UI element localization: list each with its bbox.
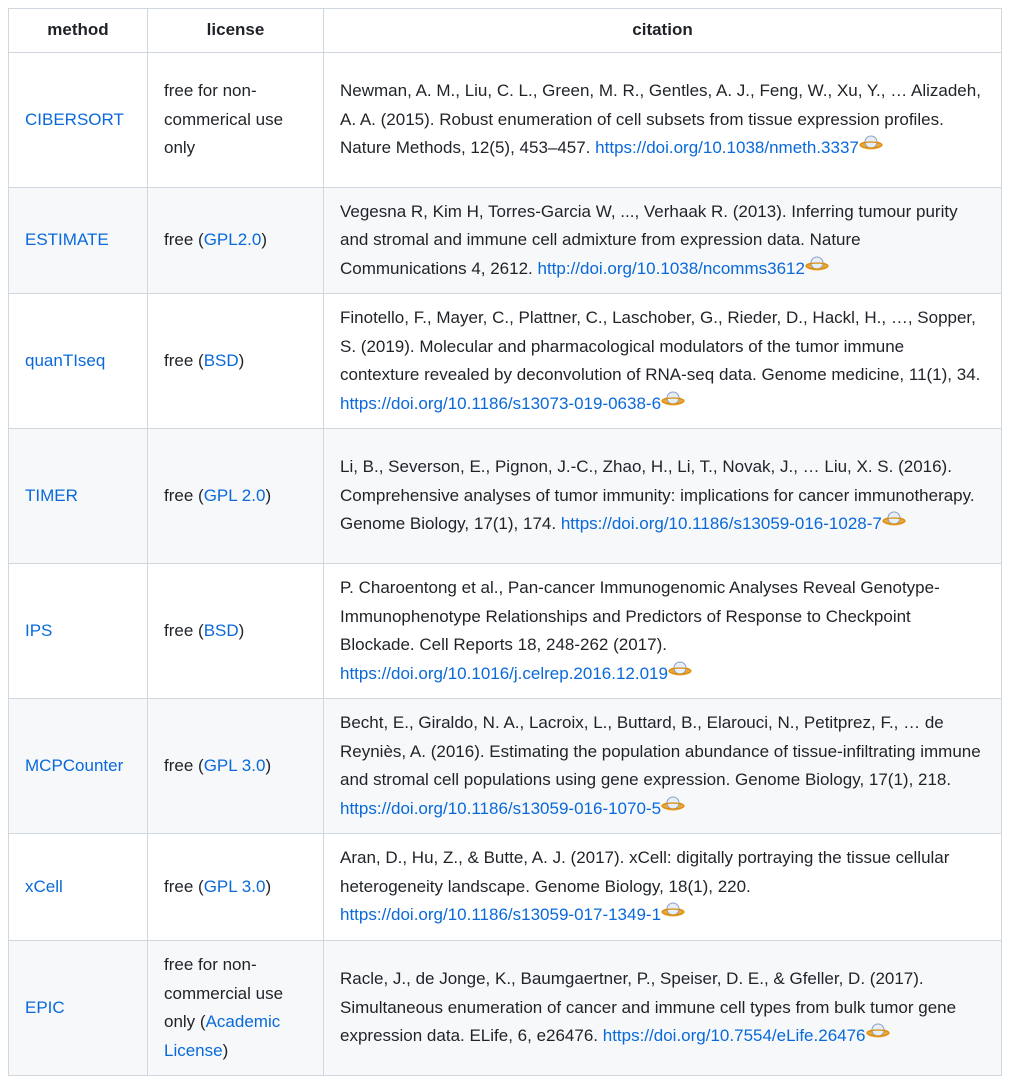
method-cell xyxy=(9,941,148,1076)
license-link[interactable]: BSD xyxy=(203,620,239,640)
method-link[interactable]: quanTIseq xyxy=(25,350,106,370)
doi-link[interactable]: https://doi.org/10.1186/s13059-016-1070-5 xyxy=(340,798,662,818)
citation-cell xyxy=(324,834,1002,941)
header-citation: citation xyxy=(324,9,1002,53)
method-link[interactable]: ESTIMATE xyxy=(25,230,109,250)
citation-cell xyxy=(324,53,1002,188)
citation-text: Becht, E., Giraldo, N. A., Lacroix, L., Buttard, B., Elarouci, N., Petitprez, F., … de Reyniès, A. (2016). Estimating the population abundance of tissue-infiltrating immune and stromal cell populations using gene expression. Genome Biology, 17(1), 218. xyxy=(340,713,981,789)
table-row xyxy=(9,53,1002,188)
license-cell xyxy=(148,564,324,699)
doi-link[interactable]: https://doi.org/10.1186/s13059-016-1028-7 xyxy=(560,514,882,534)
method-link[interactable]: IPS xyxy=(25,620,53,640)
license-cell xyxy=(148,699,324,834)
license-cell xyxy=(148,294,324,429)
doi-link[interactable]: https://doi.org/10.7554/eLife.26476 xyxy=(602,1026,866,1046)
license-link[interactable]: GPL2.0 xyxy=(203,230,262,250)
license-link[interactable]: Academic License xyxy=(164,1012,281,1060)
license-text-end: ) xyxy=(265,876,272,896)
license-text: free ( xyxy=(164,485,204,505)
citation-text: P. Charoentong et al., Pan-cancer Immunogenomic Analyses Reveal Genotype-Immunophenotype Relationships and Predictors of Response to Checkpoint Blockade. Cell Reports 18, 248-262 (2017). xyxy=(340,578,940,654)
method-cell xyxy=(9,53,148,188)
citation-text: Vegesna R, Kim H, Torres-Garcia W, ..., Verhaak R. (2013). Inferring tumour purity and stromal and immune cell admixture from expression data. Nature Communications 4, 2612. xyxy=(340,201,958,278)
license-text-end: ) xyxy=(265,485,272,505)
citation-text: Racle, J., de Jonge, K., Baumgaertner, P., Speiser, D. E., & Gfeller, D. (2017). Simultaneous enumeration of cancer and immune cell types from bulk tumor gene expression data. ELife, 6, e26476. xyxy=(340,969,957,1046)
doi-icon[interactable] xyxy=(661,388,685,404)
license-text: free ( xyxy=(164,230,204,250)
citation-cell xyxy=(324,294,1002,429)
doi-link[interactable]: https://doi.org/10.1186/s13073-019-0638-6 xyxy=(340,393,662,413)
doi-link[interactable]: https://doi.org/10.1016/j.celrep.2016.12.019 xyxy=(340,663,668,683)
doi-link[interactable]: https://doi.org/10.1038/nmeth.3337 xyxy=(595,138,859,158)
table-row xyxy=(9,188,1002,294)
table-row xyxy=(9,294,1002,429)
method-link[interactable]: MCPCounter xyxy=(25,755,124,775)
license-cell xyxy=(148,188,324,294)
method-link[interactable]: xCell xyxy=(25,876,63,896)
doi-link[interactable]: https://doi.org/10.1186/s13059-017-1349-1 xyxy=(340,905,662,925)
doi-icon[interactable] xyxy=(866,1020,890,1036)
method-link[interactable]: CIBERSORT xyxy=(25,109,124,129)
method-cell xyxy=(9,564,148,699)
table-row xyxy=(9,429,1002,564)
method-link[interactable]: EPIC xyxy=(25,997,65,1017)
license-text: free for non-commercial use only ( xyxy=(164,955,284,1031)
citation-text: Newman, A. M., Liu, C. L., Green, M. R., Gentles, A. J., Feng, W., Xu, Y., … Alizadeh, A. A. (2015). Robust enumeration of cell subsets from tissue expression profiles. Nature Methods, 12(5), 453–457. xyxy=(340,81,981,158)
doi-link[interactable]: http://doi.org/10.1038/ncomms3612 xyxy=(537,258,805,278)
table-row xyxy=(9,699,1002,834)
header-license: license xyxy=(148,9,324,53)
license-link[interactable]: GPL 3.0 xyxy=(203,876,266,896)
table-row xyxy=(9,941,1002,1076)
doi-icon[interactable] xyxy=(882,508,906,524)
citation-text: Aran, D., Hu, Z., & Butte, A. J. (2017). xCell: digitally portraying the tissue cellular heterogeneity landscape. Genome Biology, 18(1), 220. xyxy=(340,848,950,896)
header-method: method xyxy=(9,9,148,53)
license-cell xyxy=(148,53,324,188)
citation-cell xyxy=(324,188,1002,294)
method-cell xyxy=(9,188,148,294)
license-text: free ( xyxy=(164,620,204,640)
license-cell xyxy=(148,834,324,941)
doi-icon[interactable] xyxy=(661,899,685,915)
citation-cell xyxy=(324,699,1002,834)
license-text: free ( xyxy=(164,755,204,775)
citation-cell xyxy=(324,429,1002,564)
doi-icon[interactable] xyxy=(661,793,685,809)
method-cell xyxy=(9,699,148,834)
citation-cell xyxy=(324,941,1002,1076)
license-link[interactable]: BSD xyxy=(203,350,239,370)
license-text-end: ) xyxy=(222,1040,229,1060)
citation-text: Finotello, F., Mayer, C., Plattner, C., Laschober, G., Rieder, D., Hackl, H., …, Sopper, S. (2019). Molecular and pharmacological modulators of the tumor immune contexture revealed by deconvolution of RNA-seq data. Genome medicine, 11(1), 34. xyxy=(340,308,981,384)
license-cell xyxy=(148,941,324,1076)
license-link[interactable]: GPL 2.0 xyxy=(203,485,266,505)
license-text: free ( xyxy=(164,876,204,896)
license-link[interactable]: GPL 3.0 xyxy=(203,755,266,775)
license-text-end: ) xyxy=(265,755,272,775)
license-cell xyxy=(148,429,324,564)
header-row xyxy=(9,9,1002,53)
method-cell xyxy=(9,429,148,564)
method-cell xyxy=(9,834,148,941)
license-text: free for non-commerical use only xyxy=(164,81,284,158)
methods-table xyxy=(8,8,1002,1076)
license-text-end: ) xyxy=(238,350,245,370)
license-text-end: ) xyxy=(238,620,245,640)
doi-icon[interactable] xyxy=(668,658,692,674)
doi-icon[interactable] xyxy=(859,132,883,148)
doi-icon[interactable] xyxy=(805,253,829,269)
license-text-end: ) xyxy=(261,230,268,250)
table-row xyxy=(9,564,1002,699)
method-link[interactable]: TIMER xyxy=(25,485,78,505)
method-cell xyxy=(9,294,148,429)
citation-text: Li, B., Severson, E., Pignon, J.-C., Zhao, H., Li, T., Novak, J., … Liu, X. S. (2016). Comprehensive analyses of tumor immunity: implications for cancer immunotherapy. Genome Biology, 17(1), 174. xyxy=(340,457,975,534)
citation-cell xyxy=(324,564,1002,699)
table-row xyxy=(9,834,1002,941)
license-text: free ( xyxy=(164,350,204,370)
